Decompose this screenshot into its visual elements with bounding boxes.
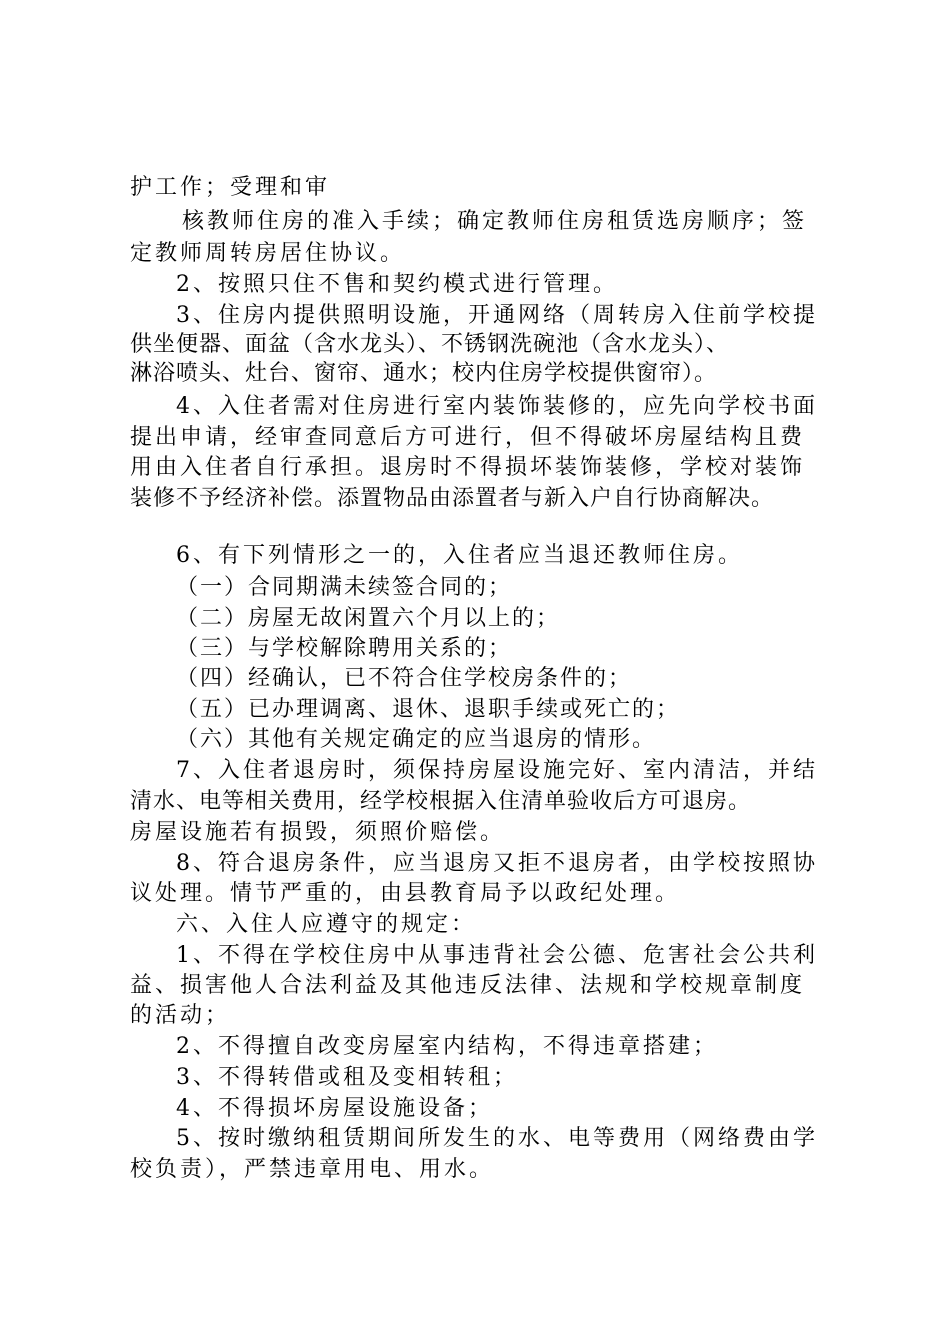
text-line: 提出申请，经审查同意后方可进行，但不得破坏房屋结构且费 [130, 425, 806, 450]
list-item: （五）已办理调离、退休、退职手续或死亡的； [176, 697, 681, 722]
text-line: 2、按照只住不售和契约模式进行管理。 [176, 272, 618, 297]
list-item: （四）经确认，已不符合住学校房条件的； [176, 666, 633, 691]
text-line: 益、损害他人合法利益及其他违反法律、法规和学校规章制度 [130, 973, 806, 998]
text-line: 核教师住房的准入手续；确定教师住房租赁选房顺序；签 [182, 209, 808, 234]
text-line: 议处理。情节严重的，由县教育局予以政纪处理。 [130, 881, 681, 906]
text-line: 3、不得转借或租及变相转租； [176, 1065, 518, 1090]
text-line: 用由入住者自行承担。退房时不得损坏装饰装修，学校对装饰 [130, 455, 806, 480]
text-line: 的活动； [130, 1003, 231, 1028]
text-line: 校负责），严禁违章用电、用水。 [130, 1157, 495, 1182]
text-line: 清水、电等相关费用，经学校根据入住清单验收后方可退房。 [130, 789, 752, 814]
text-line: 5、按时缴纳租赁期间所发生的水、电等费用（网络费由学 [176, 1126, 818, 1151]
text-line: 3、住房内提供照明设施，开通网络（周转房入住前学校提 [176, 303, 818, 328]
text-line: 1、不得在学校住房中从事违背社会公德、危害社会公共利 [176, 943, 818, 968]
text-line: 供坐便器、面盆（含水龙头）、不锈钢洗碗池（含水龙头）、 [130, 332, 730, 357]
text-line: 淋浴喷头、灶台、窗帘、通水；校内住房学校提供窗帘）。 [130, 361, 718, 386]
text-line: 装修不予经济补偿。添置物品由添置者与新入户自行协商解决。 [130, 486, 775, 511]
list-item: （三）与学校解除聘用关系的； [176, 636, 513, 661]
text-line: 4、不得损坏房屋设施设备； [176, 1096, 493, 1121]
text-line: 7、入住者退房时，须保持房屋设施完好、室内清洁，并结 [176, 758, 818, 783]
text-line: 护工作；受理和审 [130, 175, 331, 200]
text-line: 定教师周转房居住协议。 [130, 241, 406, 266]
text-line: 8、符合退房条件，应当退房又拒不退房者，由学校按照协 [176, 851, 818, 876]
text-line: 6、有下列情形之一的，入住者应当退还教师住房。 [176, 543, 743, 568]
text-line: 4、入住者需对住房进行室内装饰装修的，应先向学校书面 [176, 394, 818, 419]
list-item: （六）其他有关规定确定的应当退房的情形。 [176, 727, 657, 752]
list-item: （二）房屋无故闲置六个月以上的； [176, 606, 561, 631]
text-line: 2、不得擅自改变房屋室内结构，不得违章搭建； [176, 1034, 718, 1059]
list-item: （一）合同期满未续签合同的； [176, 575, 513, 600]
section-heading: 六、入住人应遵守的规定： [176, 912, 477, 937]
text-line: 房屋设施若有损毁，须照价赔偿。 [130, 820, 506, 845]
